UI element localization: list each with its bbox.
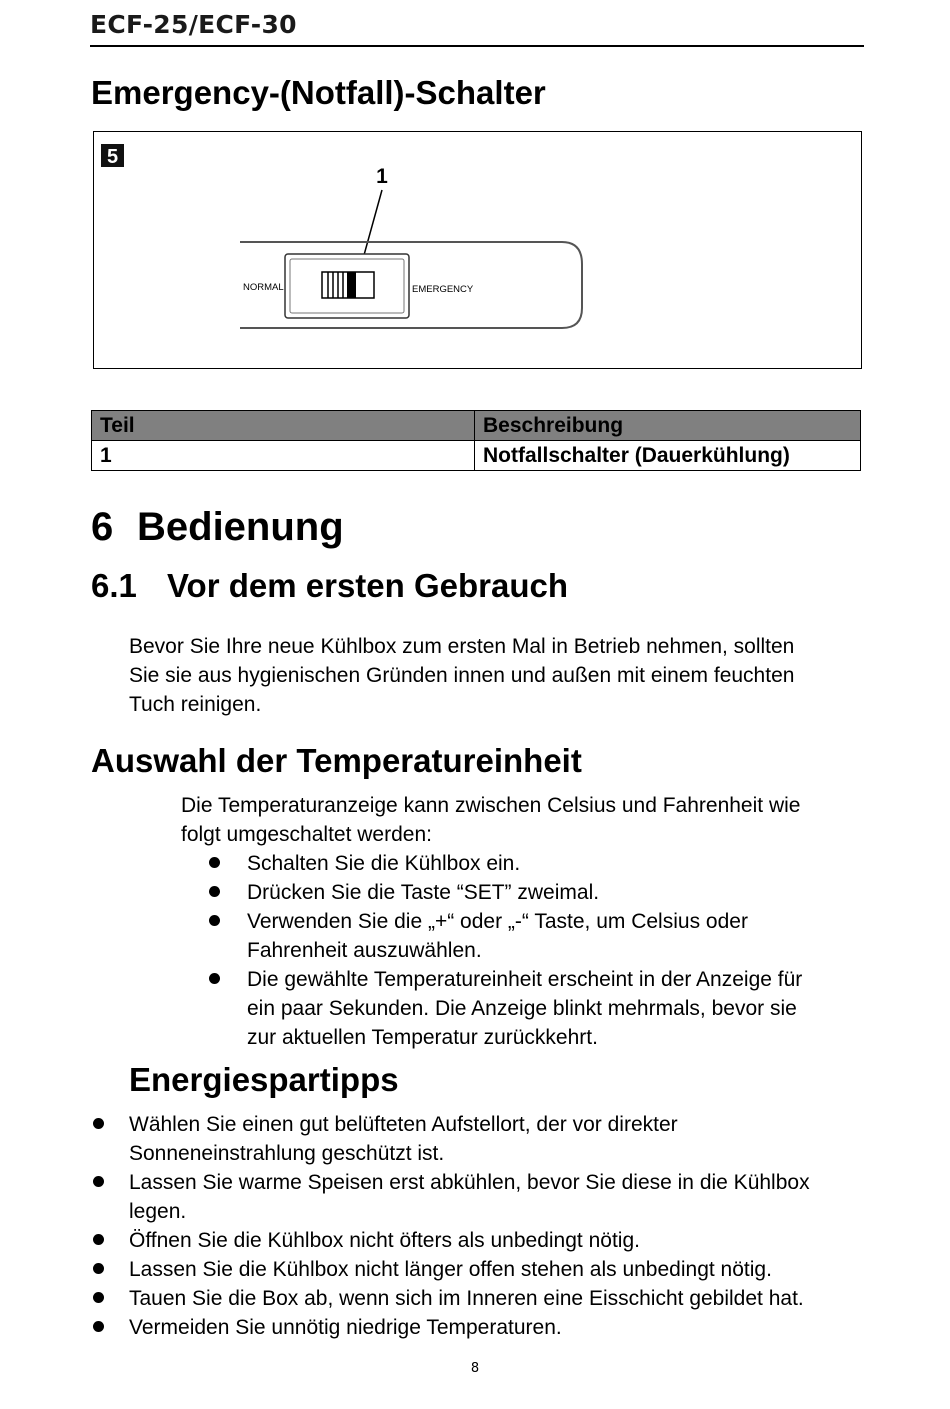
bullet-icon <box>93 1321 104 1332</box>
list-item-line: Öffnen Sie die Kühlbox nicht öfters als unbedingt nötig. <box>129 1229 640 1252</box>
bullet-icon <box>93 1118 104 1129</box>
list-item <box>129 1313 562 1342</box>
bullet-icon <box>209 915 220 926</box>
first-use-paragraph <box>129 632 794 719</box>
list-item-line: ein paar Sekunden. Die Anzeige blinkt mehrmals, bevor sie <box>247 997 797 1020</box>
label-normal: NORMAL <box>243 282 284 293</box>
figure-number: 5 <box>106 146 119 168</box>
paragraph-line: Sie sie aus hygienischen Gründen innen und außen mit einem feuchten <box>129 664 795 687</box>
list-item-line: Tauen Sie die Box ab, wenn sich im Inneren eine Eisschicht gebildet hat. <box>129 1287 804 1310</box>
section-title: Emergency-(Notfall)-Schalter <box>91 74 546 111</box>
list-item <box>247 849 520 878</box>
label-emergency: EMERGENCY <box>412 284 474 295</box>
bullet-icon <box>209 886 220 897</box>
list-item <box>129 1255 772 1284</box>
callout-number: 1 <box>376 165 388 188</box>
subchapter-title: Vor dem ersten Gebrauch <box>167 567 569 604</box>
table-header-description: Beschreibung <box>475 411 861 441</box>
list-item-line: Die gewählte Temperatureinheit erscheint in der Anzeige für <box>247 968 803 991</box>
header-rule <box>90 45 864 47</box>
list-item <box>247 965 802 1052</box>
list-item <box>247 907 748 965</box>
page-number: 8 <box>470 1361 480 1376</box>
figure-emergency-switch <box>93 131 862 369</box>
list-item <box>129 1284 804 1313</box>
paragraph-line: Bevor Sie Ihre neue Kühlbox zum ersten Mal in Betrieb nehmen, sollten <box>129 635 795 658</box>
list-item <box>129 1110 678 1168</box>
list-item-line: legen. <box>129 1200 187 1223</box>
bullet-icon <box>209 973 220 984</box>
list-item-line: Lassen Sie warme Speisen erst abkühlen, bevor Sie diese in die Kühlbox <box>129 1171 810 1194</box>
table-cell-part: 1 <box>92 441 475 471</box>
chapter-title: Bedienung <box>137 505 344 549</box>
bullet-icon <box>93 1176 104 1187</box>
bullet-icon <box>93 1292 104 1303</box>
temperature-heading: Auswahl der Temperatureinheit <box>91 742 582 779</box>
table-cell-description: Notfallschalter (Dauerkühlung) <box>475 441 861 471</box>
list-item-line: Schalten Sie die Kühlbox ein. <box>247 852 521 875</box>
list-item-line: Vermeiden Sie unnötig niedrige Temperaturen. <box>129 1316 562 1339</box>
list-item-line: Fahrenheit auszuwählen. <box>247 939 482 962</box>
list-item-line: Lassen Sie die Kühlbox nicht länger offen stehen als unbedingt nötig. <box>129 1258 772 1281</box>
list-item-line: Sonneneinstrahlung geschützt ist. <box>129 1142 445 1165</box>
running-header: ECF-25/ECF-30 <box>90 10 297 39</box>
list-item-line: Wählen Sie einen gut belüfteten Aufstellort, der vor direkter <box>129 1113 678 1136</box>
bullet-icon <box>93 1234 104 1245</box>
table-header-row <box>92 411 861 441</box>
parts-table <box>91 410 861 471</box>
chapter-heading <box>91 505 344 550</box>
chapter-number: 6 <box>91 505 114 549</box>
temperature-intro <box>181 791 800 849</box>
paragraph-line: folgt umgeschaltet werden: <box>181 823 432 846</box>
list-item <box>129 1226 640 1255</box>
switch-illustration <box>94 132 860 367</box>
paragraph-line: Tuch reinigen. <box>129 693 262 716</box>
table-header-part: Teil <box>92 411 475 441</box>
table-row <box>92 441 861 471</box>
subchapter-heading <box>91 567 568 605</box>
bullet-icon <box>93 1263 104 1274</box>
switch-slider-knob <box>347 272 356 298</box>
subchapter-number: 6.1 <box>91 567 137 604</box>
list-item-line: Verwenden Sie die „+“ oder „-“ Taste, um Celsius oder <box>247 910 748 933</box>
list-item <box>247 878 599 907</box>
paragraph-line: Die Temperaturanzeige kann zwischen Celsius und Fahrenheit wie <box>181 794 801 817</box>
list-item <box>129 1168 810 1226</box>
list-item-line: zur aktuellen Temperatur zurückkehrt. <box>247 1026 598 1049</box>
list-item-line: Drücken Sie die Taste “SET” zweimal. <box>247 881 600 904</box>
energy-heading: Energiespartipps <box>129 1061 399 1098</box>
bullet-icon <box>209 857 220 868</box>
